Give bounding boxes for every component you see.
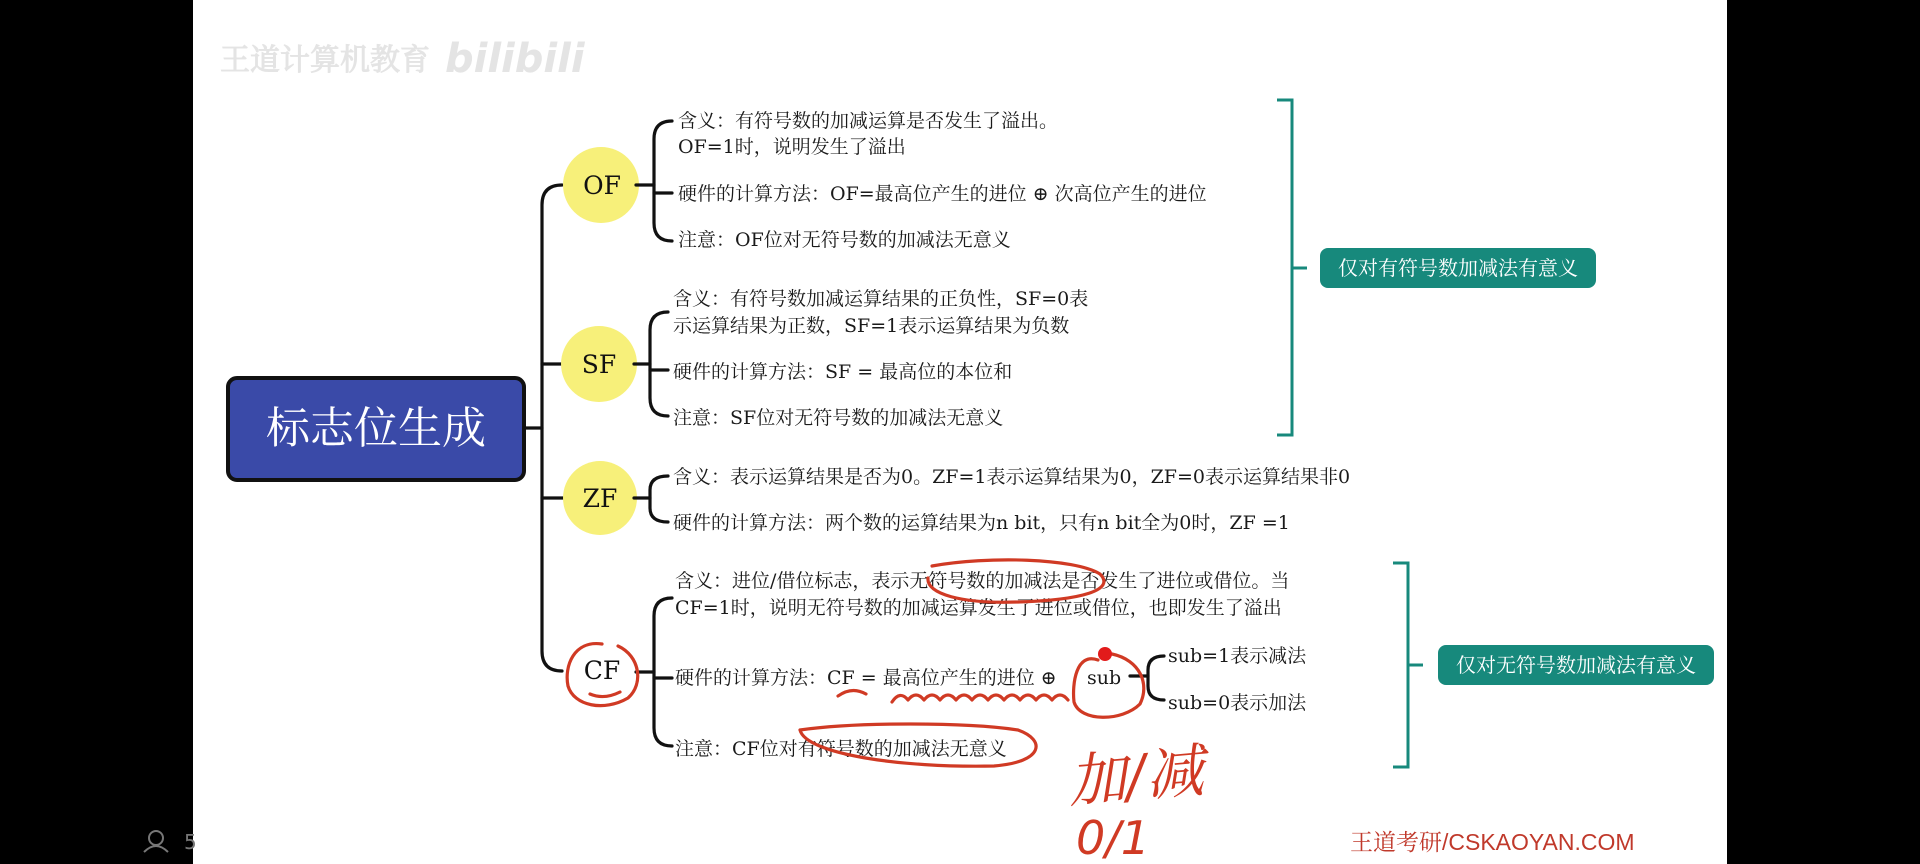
sub-1-text: sub=1表示减法 xyxy=(1168,645,1307,667)
unsigned-only-label: 仅对无符号数加减法有意义 xyxy=(1456,653,1696,677)
zf-meaning: 含义：表示运算结果是否为0。ZF=1表示运算结果为0，ZF=0表示运算结果非0 xyxy=(673,466,1351,488)
of-hardware: 硬件的计算方法：OF=最高位产生的进位 ⊕ 次高位产生的进位 xyxy=(678,183,1207,205)
cf-bracket xyxy=(654,598,672,746)
footer-brand: 王道考研/CSKAOYAN.COM xyxy=(1350,829,1635,855)
of-bracket xyxy=(654,121,672,241)
of-node: OF xyxy=(583,171,621,200)
sf-node: SF xyxy=(581,350,617,379)
watermark-bilibili: bilibili xyxy=(445,36,585,82)
viewer-icon xyxy=(149,831,163,845)
pointer-dot xyxy=(1098,647,1112,661)
sf-meaning-line2: 示运算结果为正数，SF=1表示运算结果为负数 xyxy=(673,315,1070,337)
viewer-count: 5 xyxy=(184,830,197,854)
signed-group-bracket xyxy=(1277,100,1307,435)
underline-squiggle xyxy=(892,695,1068,702)
cf-node: CF xyxy=(583,656,621,685)
cf-hardware: 硬件的计算方法：CF = 最高位产生的进位 ⊕ xyxy=(675,667,1057,689)
of-note: 注意：OF位对无符号数的加减法无意义 xyxy=(678,229,1011,251)
cf-meaning-line1: 含义：进位/借位标志，表示无符号数的加减法是否发生了进位或借位。当 xyxy=(675,570,1290,592)
sf-meaning-line1: 含义：有符号数加减运算结果的正负性，SF=0表 xyxy=(673,288,1089,310)
sf-bracket xyxy=(650,312,668,416)
sub-0-text: sub=0表示加法 xyxy=(1168,692,1307,714)
handwritten-add-sub: 加/减 xyxy=(1065,736,1207,816)
cf-note: 注意：CF位对有符号数的加减法无意义 xyxy=(675,738,1007,760)
of-meaning-line2: OF=1时，说明发生了溢出 xyxy=(678,136,906,158)
root-label: 标志位生成 xyxy=(266,403,486,454)
sub-bracket xyxy=(1148,656,1164,700)
root-spine xyxy=(542,185,562,671)
sf-note: 注意：SF位对无符号数的加减法无意义 xyxy=(673,407,1004,429)
unsigned-group-bracket xyxy=(1393,563,1423,767)
zf-bracket xyxy=(650,476,668,522)
handwritten-zero-one: 0/1 xyxy=(1076,811,1151,864)
watermark-logo: 王道计算机教育 xyxy=(220,43,430,78)
zf-node: ZF xyxy=(582,484,618,513)
zf-hardware: 硬件的计算方法：两个数的运算结果为n bit，只有n bit全为0时，ZF =1 xyxy=(673,512,1290,534)
signed-only-label: 仅对有符号数加减法有意义 xyxy=(1338,256,1578,280)
sf-hardware: 硬件的计算方法：SF = 最高位的本位和 xyxy=(673,361,1013,383)
cf-meaning-line2: CF=1时，说明无符号数的加减运算发生了进位或借位，也即发生了溢出 xyxy=(675,597,1282,619)
of-meaning-line1: 含义：有符号数的加减运算是否发生了溢出。 xyxy=(678,110,1059,132)
cf-sub: sub xyxy=(1087,667,1122,689)
